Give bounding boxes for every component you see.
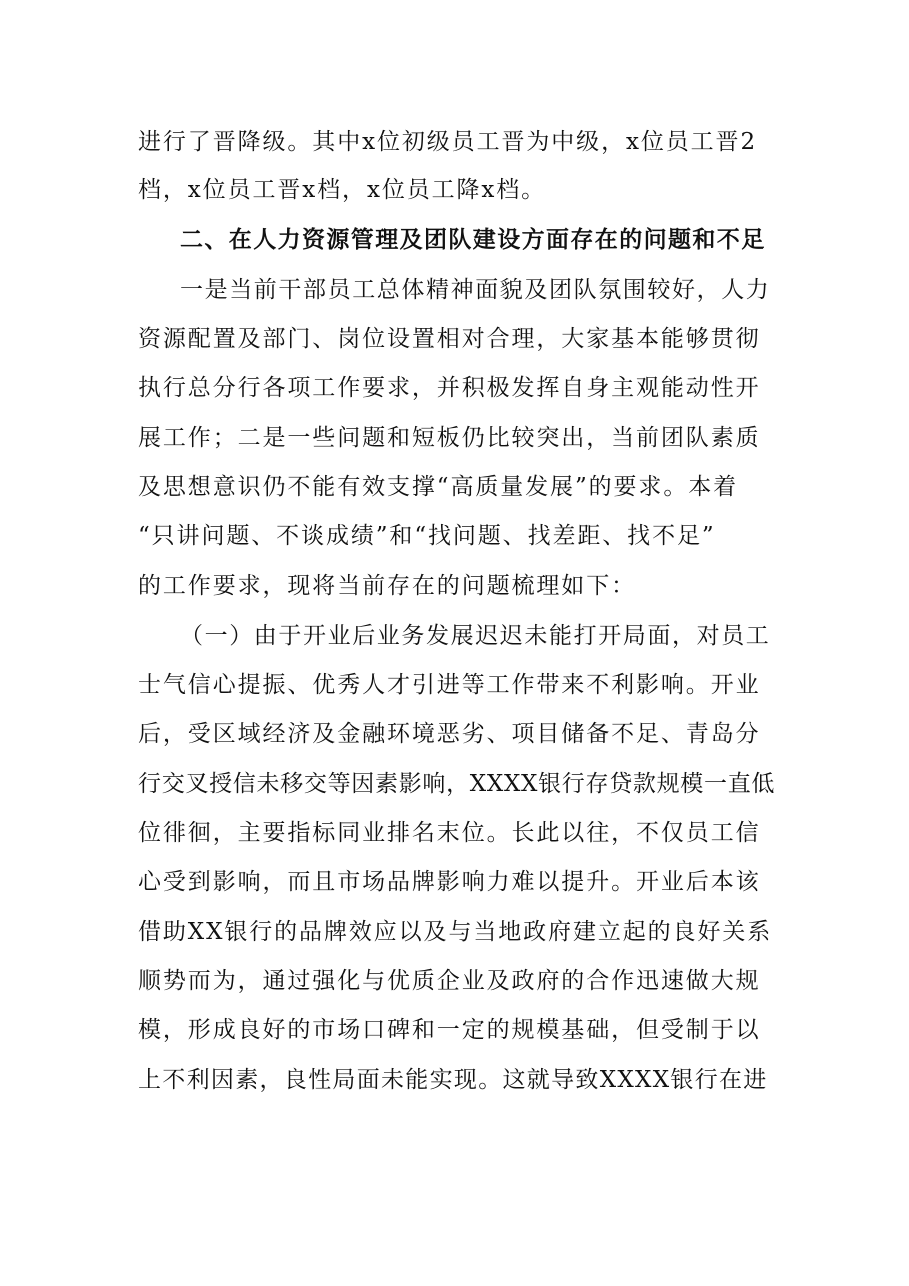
- text-line: 士气信心提振、优秀人才引进等工作带来不利影响。开业: [138, 672, 761, 698]
- text-line: 顺势而为，通过强化与优质企业及政府的合作迅速做大规: [138, 968, 761, 994]
- text-line: 的工作要求，现将当前存在的问题梳理如下：: [138, 573, 636, 599]
- text-line: 资源配置及部门、岗位设置相对合理，大家基本能够贯彻: [138, 326, 761, 352]
- text-line: 一是当前干部员工总体精神面貌及团队氛围较好，人力: [180, 277, 771, 303]
- text-line: 后，受区域经济及金融环境恶劣、项目储备不足、青岛分: [138, 721, 761, 747]
- text-line: 进行了晋降级。其中x位初级员工晋为中级，x位员工晋2: [138, 129, 757, 155]
- text-line: “只讲问题、不谈成绩”和“找问题、找差距、找不足”: [138, 523, 716, 549]
- text-line: 位徘徊，主要指标同业排名末位。长此以往，不仅员工信: [138, 820, 761, 846]
- text-line: 行交叉授信未移交等因素影响，XXXX银行存贷款规模一直低: [138, 771, 776, 797]
- text-line: 借助XX银行的品牌效应以及与当地政府建立起的良好关系: [138, 919, 773, 945]
- section-heading: 二、在人力资源管理及团队建设方面存在的问题和不足: [180, 227, 766, 253]
- text-line: 展工作；二是一些问题和短板仍比较突出，当前团队素质: [138, 425, 761, 451]
- text-line: 心受到影响，而且市场品牌影响力难以提升。开业后本该: [138, 869, 761, 895]
- text-line: 档，x位员工晋x档，x位员工降x档。: [138, 177, 547, 203]
- text-line: 执行总分行各项工作要求，并积极发挥自身主观能动性开: [138, 375, 761, 401]
- text-line: 及思想意识仍不能有效支撑“高质量发展”的要求。本着: [138, 474, 739, 500]
- text-line: 上不利因素，良性局面未能实现。这就导致XXXX银行在进: [138, 1067, 768, 1093]
- text-line: 模，形成良好的市场口碑和一定的规模基础，但受制于以: [138, 1017, 761, 1043]
- subsection-line: （一）由于开业后业务发展迟迟未能打开局面，对员工: [180, 623, 771, 649]
